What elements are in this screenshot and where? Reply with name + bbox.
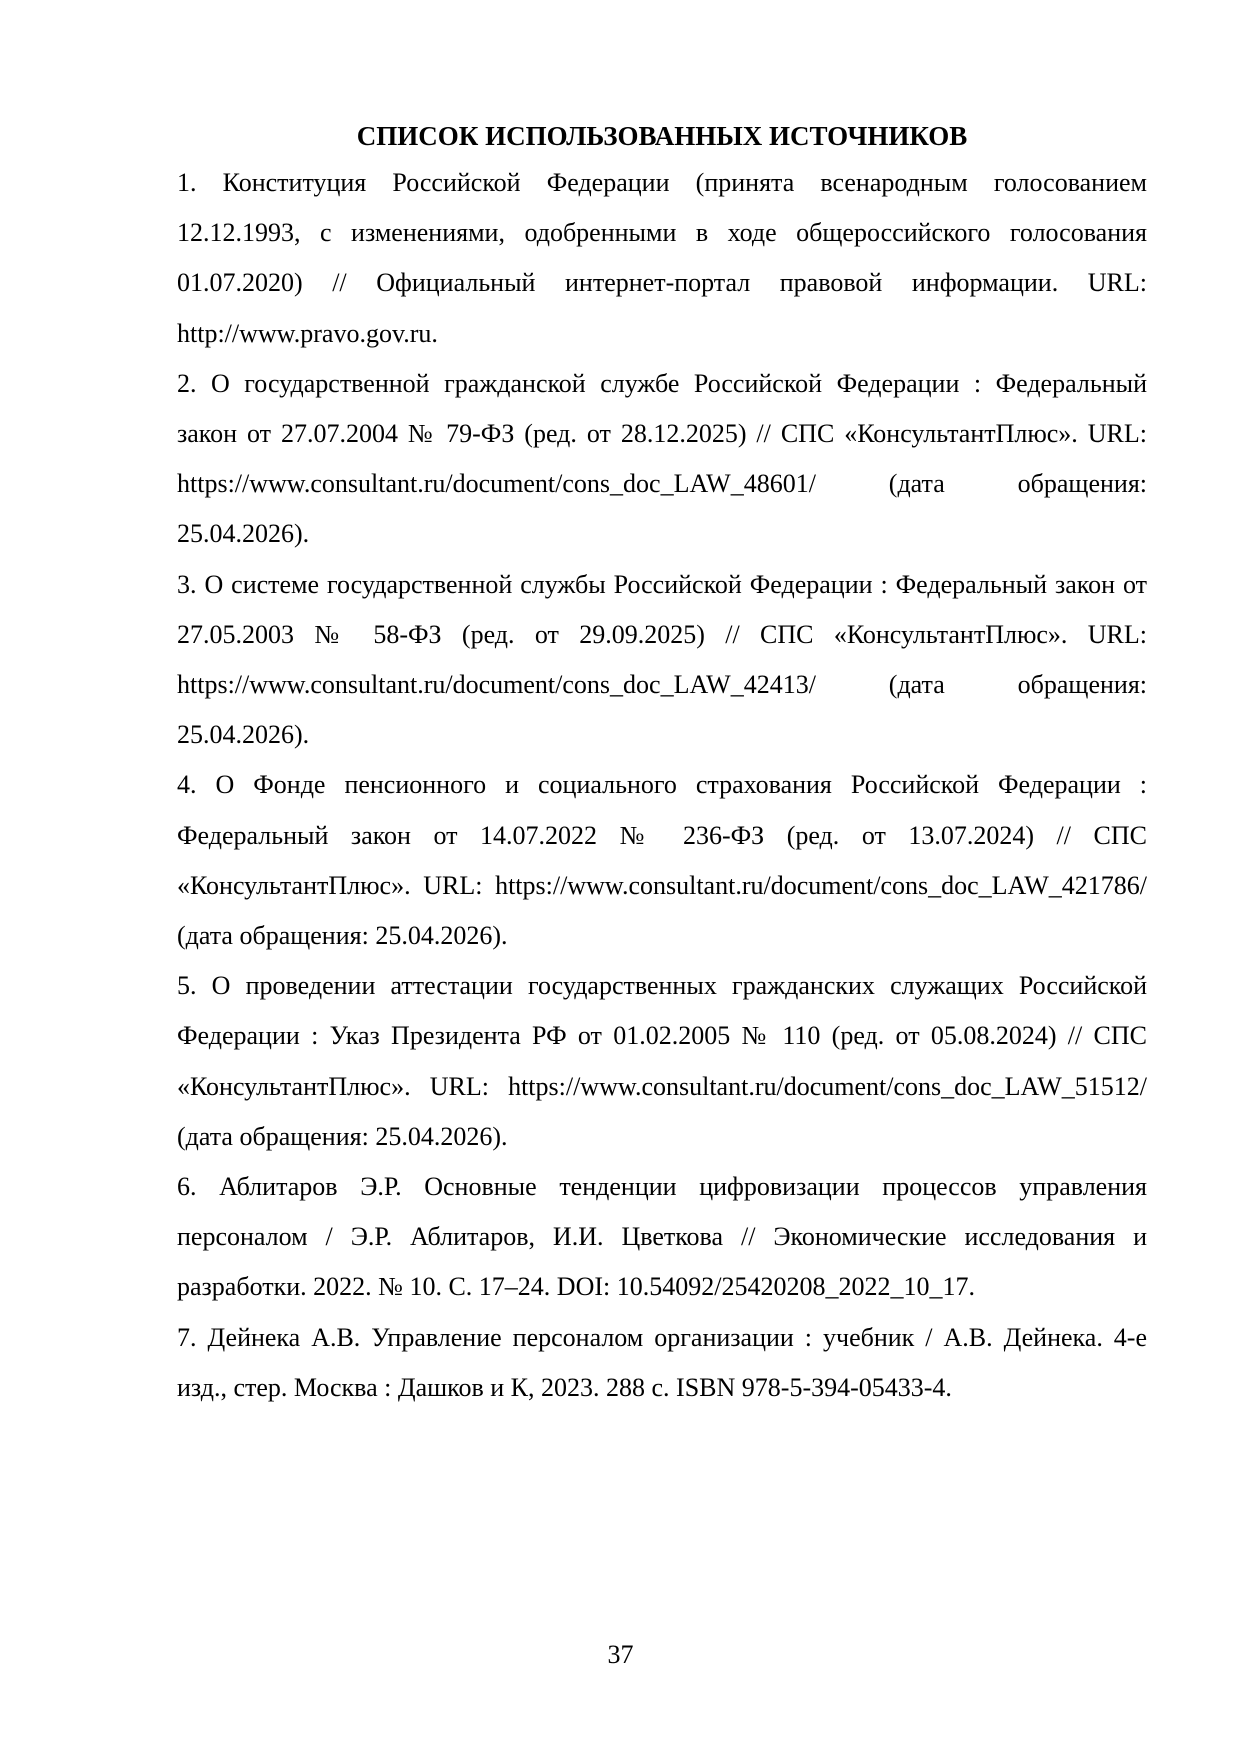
reference-item-5: 5. О проведении аттестации государственных гражданских служащих Российской Федерации : Указ Президента РФ от 01.02.2005 № 110 (ред. от 05.08.2024) // СПС «КонсультантПлюс». URL: https://www.consultant.ru/document/cons_doc_LAW_51512/ (дата обращения: 25.04.2026). [177, 971, 1147, 1151]
reference-list [177, 158, 1147, 1413]
reference-item-3: 3. О системе государственной службы Российской Федерации : Федеральный закон от 27.05.2003 № 58-ФЗ (ред. от 29.09.2025) // СПС «КонсультантПлюс». URL: https://www.consultant.ru/document/cons_doc_LAW_42413/ (дата обращения: 25.04.2026). [177, 569, 1147, 750]
page-number: 37 [607, 1640, 634, 1669]
reference-item-1: 1. Конституция Российской Федерации (принята всенародным голосованием 12.12.1993, с изменениями, одобренными в ходе общероссийского голосования 01.07.2020) // Официальный интернет-портал правовой информации. URL: http://www.pravo.gov.ru. [177, 168, 1147, 348]
page-title: СПИСОК ИСПОЛЬЗОВАННЫХ ИСТОЧНИКОВ [356, 121, 968, 151]
page-content [177, 114, 1147, 1413]
reference-item-4: 4. О Фонде пенсионного и социального страхования Российской Федерации : Федеральный закон от 14.07.2022 № 236-ФЗ (ред. от 13.07.2024) // СПС «КонсультантПлюс». URL: https://www.consultant.ru/document/cons_doc_LAW_421786/ (дата обращения: 25.04.2026). [177, 770, 1147, 951]
reference-item-6: 6. Аблитаров Э.Р. Основные тенденции цифровизации процессов управления персоналом / Э.Р. Аблитаров, И.И. Цветкова // Экономические исследования и разработки. 2022. № 10. С. 17–24. DOI: 10.54092/25420208_2022_10_17. [177, 1172, 1147, 1302]
reference-item-2: 2. О государственной гражданской службе Российской Федерации : Федеральный закон от 27.07.2004 № 79-ФЗ (ред. от 28.12.2025) // СПС «КонсультантПлюс». URL: https://www.consultant.ru/document/cons_doc_LAW_48601/ (дата обращения: 25.04.2026). [177, 368, 1147, 549]
reference-item-7: 7. Дейнека А.В. Управление персоналом организации : учебник / А.В. Дейнека. 4-е изд., стер. Москва : Дашков и К, 2023. 288 с. ISBN 978-5-394-05433-4. [177, 1322, 1147, 1402]
